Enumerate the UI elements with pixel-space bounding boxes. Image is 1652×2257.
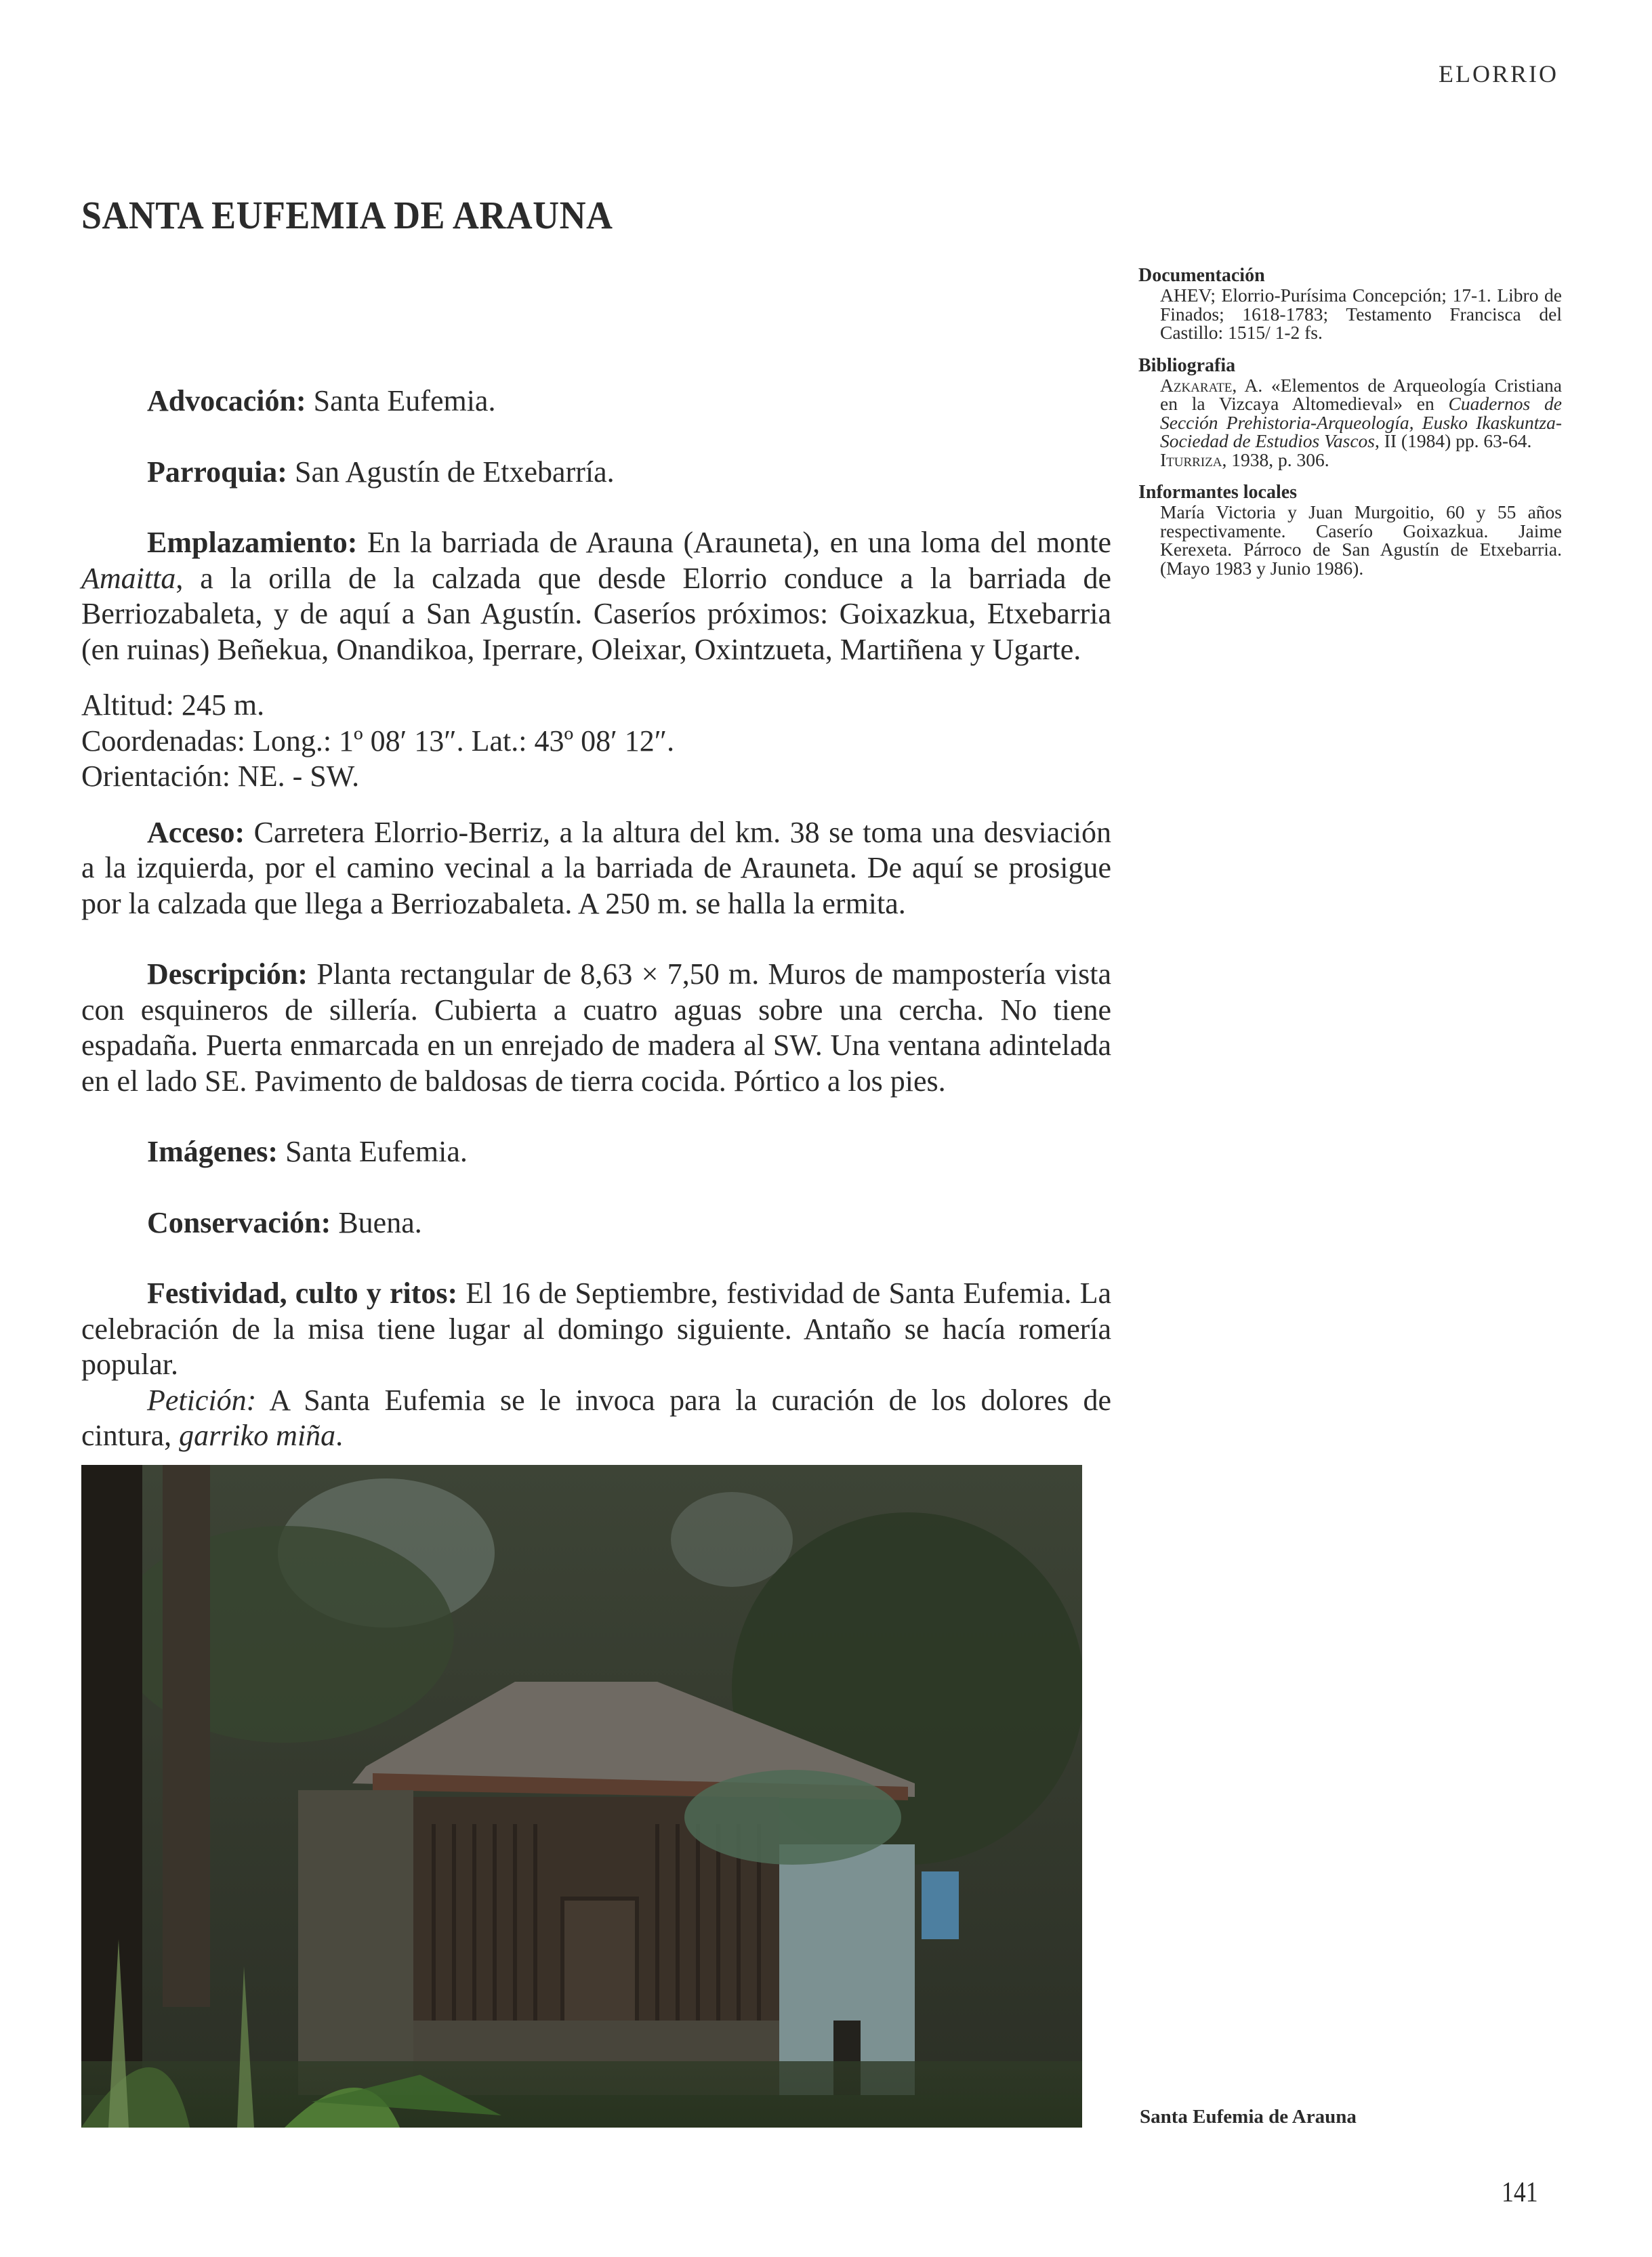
imagenes-paragraph bbox=[81, 1134, 1111, 1170]
coordenadas: Coordenadas: Long.: 1º 08′ 13″. Lat.: 43º 08′ 12″. bbox=[81, 724, 675, 758]
bibliografia-ref-2-text: , 1938, p. 306. bbox=[1222, 449, 1329, 470]
advocacion-label: Advocación: bbox=[147, 384, 306, 417]
descripcion-paragraph bbox=[81, 957, 1111, 1099]
bibliografia-ref-1 bbox=[1160, 376, 1562, 451]
imagenes-label: Imágenes: bbox=[147, 1135, 278, 1168]
bibliografia-ref-1-journal: Cuadernos de Sección Prehistoria-Arqueología, Eusko Ikaskuntza-Sociedad de Estudios Vascos bbox=[1160, 393, 1562, 451]
bibliografia-heading: Bibliografia bbox=[1138, 354, 1236, 376]
peticion-text: A Santa Eufemia se le invoca para la curación de los dolores de cintura, bbox=[81, 1383, 1111, 1452]
running-head: ELORRIO bbox=[1439, 60, 1558, 87]
acceso-label: Acceso: bbox=[147, 815, 245, 849]
bibliografia-ref-2 bbox=[1160, 451, 1562, 470]
emplazamiento-text-b: , a la orilla de la calzada que desde Elorrio conduce a la barriada de Berriozabaleta, y de aquí a San Agustín. Caseríos próximos: Goixazkua, Etxebarria (en ruinas) Beñekua, Onandikoa, Iperrare, Oleixar, Oxintzueta, Martiñena y Ugarte. bbox=[81, 561, 1111, 666]
peticion-end: . bbox=[335, 1419, 344, 1452]
bibliografia-ref-1-text: , A. «Elementos de Arqueología Cristiana en la Vizcaya Altomedieval» en bbox=[1160, 374, 1562, 414]
hermitage-photo-illustration bbox=[81, 1465, 1082, 2128]
festividad-label: Festividad, culto y ritos: bbox=[147, 1277, 458, 1310]
descripcion-text: Planta rectangular de 8,63 × 7,50 m. Muros de mampostería vista con esquineros de sillería. Cubierta a cuatro aguas sobre una cercha. No tiene espadaña. Puerta enmarcada en un enrejado de madera al SW. Una ventana adintelada en el lado SE. Pavimento de baldosas de tierra cocida. Pórtico a los pies. bbox=[81, 957, 1111, 1098]
peticion-paragraph bbox=[81, 1383, 1111, 1454]
altitud: Altitud: 245 m. bbox=[81, 688, 265, 722]
conservacion-text: Buena. bbox=[338, 1205, 422, 1239]
photo-caption: Santa Eufemia de Arauna bbox=[1140, 2106, 1357, 2128]
page-number: 141 bbox=[1502, 2177, 1538, 2208]
emplazamiento-label: Emplazamiento: bbox=[147, 526, 358, 559]
bibliografia-ref-1-end: , II (1984) pp. 63-64. bbox=[1374, 430, 1532, 451]
bibliografia-author-1: Azkarate bbox=[1160, 374, 1233, 396]
acceso-paragraph bbox=[81, 815, 1111, 922]
conservacion-paragraph bbox=[81, 1205, 1111, 1241]
bibliografia-author-2: Iturriza bbox=[1160, 449, 1222, 470]
peticion-label: Petición: bbox=[147, 1383, 257, 1417]
emplazamiento-monte: Amaitta bbox=[81, 561, 176, 595]
peticion-basque-term: garriko miña bbox=[179, 1419, 336, 1452]
informantes-text: María Victoria y Juan Murgoitio, 60 y 55 años respectivamente. Caserío Goixazkua. Jaime Kerexeta. Párroco de San Agustín de Etxebarria. (Mayo 1983 y Junio 1986). bbox=[1160, 501, 1562, 579]
hermitage-photo bbox=[81, 1465, 1082, 2128]
festividad-paragraph bbox=[81, 1276, 1111, 1383]
imagenes-text: Santa Eufemia. bbox=[285, 1135, 468, 1168]
parroquia-text: San Agustín de Etxebarría. bbox=[294, 455, 615, 489]
documentacion-text: AHEV; Elorrio-Purísima Concepción; 17-1. Libro de Finados; 1618-1783; Testamento Francisca del Castillo: 1515/ 1-2 fs. bbox=[1160, 285, 1562, 343]
advocacion-text: Santa Eufemia. bbox=[313, 384, 496, 417]
page-title: SANTA EUFEMIA DE ARAUNA bbox=[81, 193, 613, 237]
parroquia-paragraph bbox=[81, 455, 1111, 491]
festividad-text: El 16 de Septiembre, festividad de Santa Eufemia. La celebración de la misa tiene lugar al domingo siguiente. Antaño se hacía romería popular. bbox=[81, 1277, 1112, 1381]
informantes-heading: Informantes locales bbox=[1138, 482, 1298, 503]
documentacion-heading: Documentación bbox=[1138, 265, 1265, 286]
bibliografia-text bbox=[1138, 376, 1562, 470]
main-text bbox=[81, 384, 1111, 1454]
emplazamiento-text-a: En la barriada de Arauna (Arauneta), en una loma del monte bbox=[367, 526, 1112, 559]
sidebar-notes bbox=[1138, 266, 1562, 591]
advocacion-paragraph bbox=[81, 384, 1111, 419]
conservacion-label: Conservación: bbox=[147, 1205, 331, 1239]
descripcion-label: Descripción: bbox=[147, 957, 308, 991]
acceso-text: Carretera Elorrio-Berriz, a la altura del km. 38 se toma una desviación a la izquierda, por el camino vecinal a la barriada de Arauneta. De aquí se prosigue por la calzada que llega a Berriozabaleta. A 250 m. se halla la ermita. bbox=[81, 815, 1112, 920]
orientacion: Orientación: NE. - SW. bbox=[81, 760, 360, 793]
emplazamiento-paragraph bbox=[81, 525, 1111, 667]
parroquia-label: Parroquia: bbox=[147, 455, 287, 489]
